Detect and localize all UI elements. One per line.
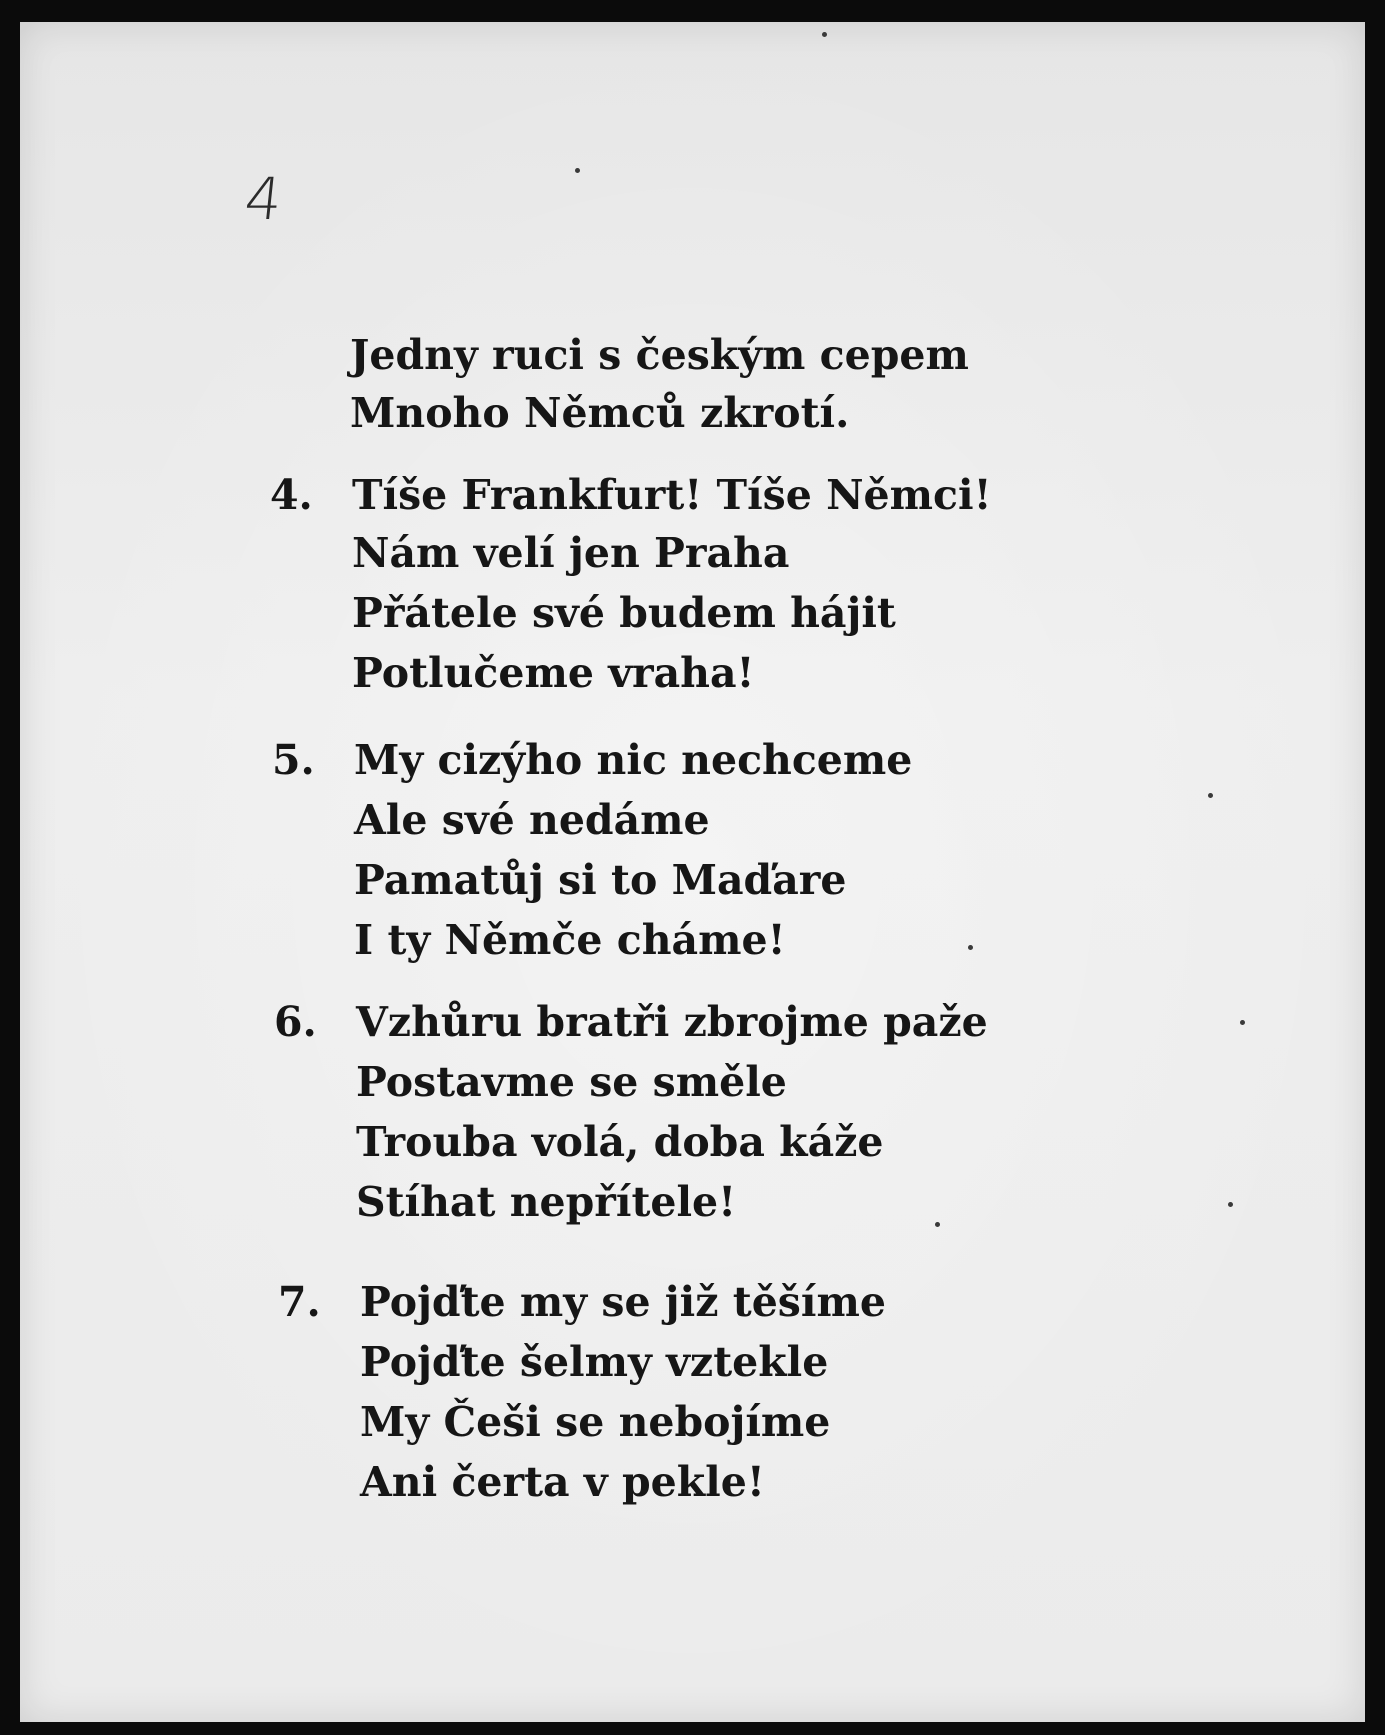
poem-line: My cizýho nic nechceme — [354, 736, 913, 784]
scan-speck — [822, 32, 827, 37]
poem-line: Jedny ruci s českým cepem — [350, 331, 969, 379]
scan-speck — [1240, 1020, 1245, 1025]
stanza-number: 6. — [274, 998, 317, 1046]
poem-line: Potlučeme vraha! — [352, 649, 755, 697]
poem-line: Ani čerta v pekle! — [360, 1458, 765, 1506]
poem-line: Mnoho Němců zkrotí. — [350, 389, 850, 437]
poem-line: I ty Němče cháme! — [354, 916, 786, 964]
poem-line: Pamatůj si to Maďare — [354, 856, 847, 904]
poem-line: Nám velí jen Praha — [352, 529, 790, 577]
poem-line: Stíhat nepřítele! — [356, 1178, 737, 1226]
stanza-number: 4. — [270, 471, 313, 519]
poem-line: Ale své nedáme — [354, 796, 710, 844]
poem-line: Přátele své budem hájit — [352, 589, 896, 637]
scan-speck — [575, 168, 580, 173]
page-number: 4 — [241, 165, 286, 233]
scan-speck — [1208, 793, 1213, 798]
poem-line: Pojďte my se již těšíme — [360, 1278, 886, 1326]
poem-line: Vzhůru bratři zbrojme paže — [356, 998, 988, 1046]
poem-line: Postavme se směle — [356, 1058, 787, 1106]
stanza-number: 5. — [272, 736, 315, 784]
poem-line: Trouba volá, doba káže — [356, 1118, 884, 1166]
scan-speck — [968, 945, 973, 950]
poem-line: Pojďte šelmy vztekle — [360, 1338, 829, 1386]
poem-line: Tíše Frankfurt! Tíše Němci! — [352, 471, 992, 519]
scan-speck — [935, 1222, 940, 1227]
scan-speck — [1228, 1202, 1233, 1207]
stanza-number: 7. — [278, 1278, 321, 1326]
poem-line: My Češi se nebojíme — [360, 1398, 831, 1446]
